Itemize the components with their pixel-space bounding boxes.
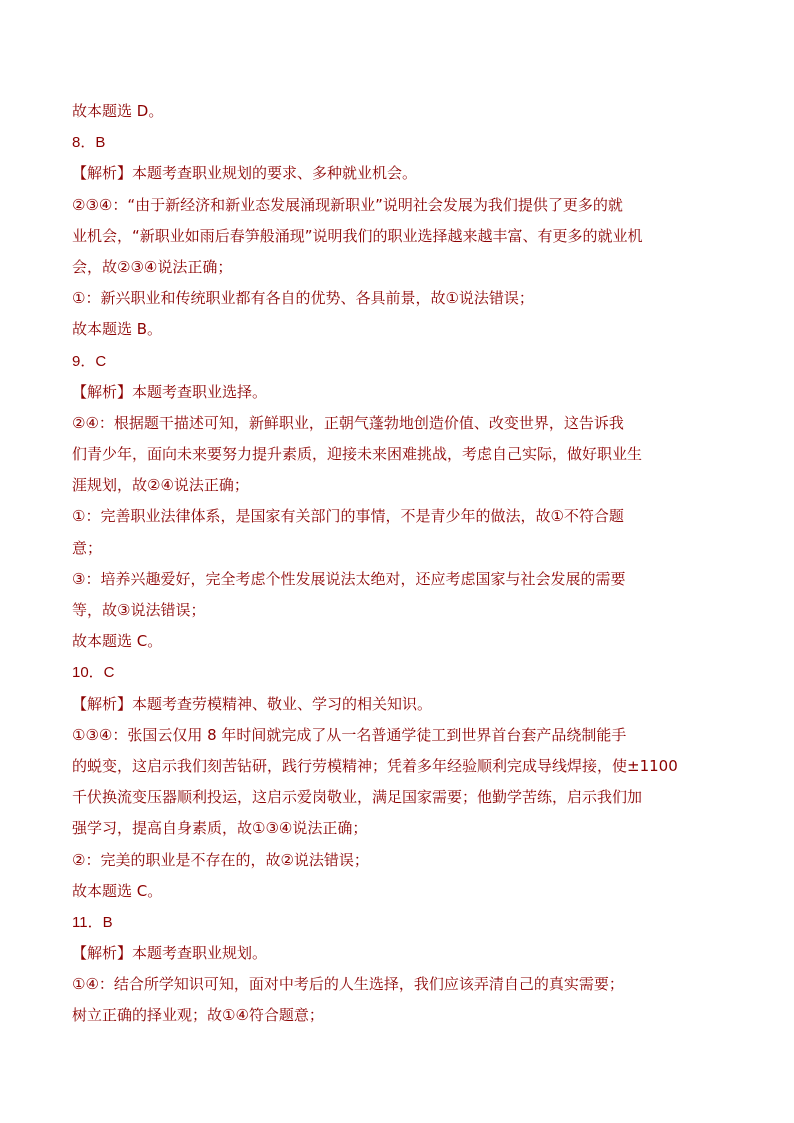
text-line: ①③④：张国云仅用 8 年时间就完成了从一名普通学徒工到世界首台套产品绕制能手 (72, 725, 627, 744)
analysis-heading: 【解析】本题考查职业选择。 (72, 382, 268, 401)
text-line: 千伏换流变压器顺利投运，这启示爱岗敬业，满足国家需要；他勤学苦练，启示我们加 (72, 788, 643, 807)
text-line: ②：完美的职业是不存在的，故②说法错误； (72, 850, 369, 869)
question-number: 10．C (72, 664, 115, 682)
question-number: 8．B (72, 134, 106, 152)
text-line: 故本题选 D。 (72, 102, 164, 120)
text-line: 故本题选 C。 (72, 632, 163, 651)
text-line: ①④：结合所学知识可知，面对中考后的人生选择，我们应该弄清自己的真实需要； (72, 975, 624, 994)
text-line: 树立正确的择业观；故①④符合题意； (72, 1006, 324, 1025)
text-line: 的蜕变，这启示我们刻苦钻研，践行劳模精神；凭着多年经验顺利完成导线焊接，使±1100 (72, 756, 678, 775)
text-line: 涯规划，故②④说法正确； (72, 476, 249, 495)
text-line: 会，故②③④说法正确； (72, 257, 233, 276)
text-line: 等，故③说法错误； (72, 601, 206, 619)
text-line: 们青少年，面向未来要努力提升素质，迎接未来困难挑战，考虑自己实际，做好职业生 (72, 445, 643, 464)
text-line: ③：培养兴趣爱好，完全考虑个性发展说法太绝对，还应考虑国家与社会发展的需要 (72, 569, 626, 588)
text-line: ①：完善职业法律体系，是国家有关部门的事情，不是青少年的做法，故①不符合题 (72, 507, 624, 526)
question-number: 9．C (72, 352, 107, 370)
text-line: ②④：根据题干描述可知，新鲜职业，正朝气蓬勃地创造价值、改变世界，这告诉我 (72, 413, 624, 432)
text-line: 故本题选 C。 (72, 881, 163, 900)
analysis-heading: 【解析】本题考查劳模精神、敬业、学习的相关知识。 (72, 694, 433, 713)
text-line: ②③④：“由于新经济和新业态发展涌现新职业”说明社会发展为我们提供了更多的就 (72, 195, 623, 214)
text-line: 强学习，提高自身素质，故①③④说法正确； (72, 819, 368, 838)
text-line: 业机会，“新职业如雨后春笋般涌现”说明我们的职业选择越来越丰富、有更多的就业机 (72, 226, 643, 245)
text-line: ①：新兴职业和传统职业都有各自的优势、各具前景，故①说法错误； (72, 289, 534, 308)
answer-explanations (72, 96, 682, 1032)
text-line: 故本题选 B。 (72, 320, 163, 339)
analysis-heading: 【解析】本题考查职业规划的要求、多种就业机会。 (72, 164, 418, 183)
analysis-heading: 【解析】本题考查职业规划。 (72, 944, 268, 963)
question-number: 11．B (72, 913, 113, 931)
text-line: 意； (72, 538, 103, 557)
